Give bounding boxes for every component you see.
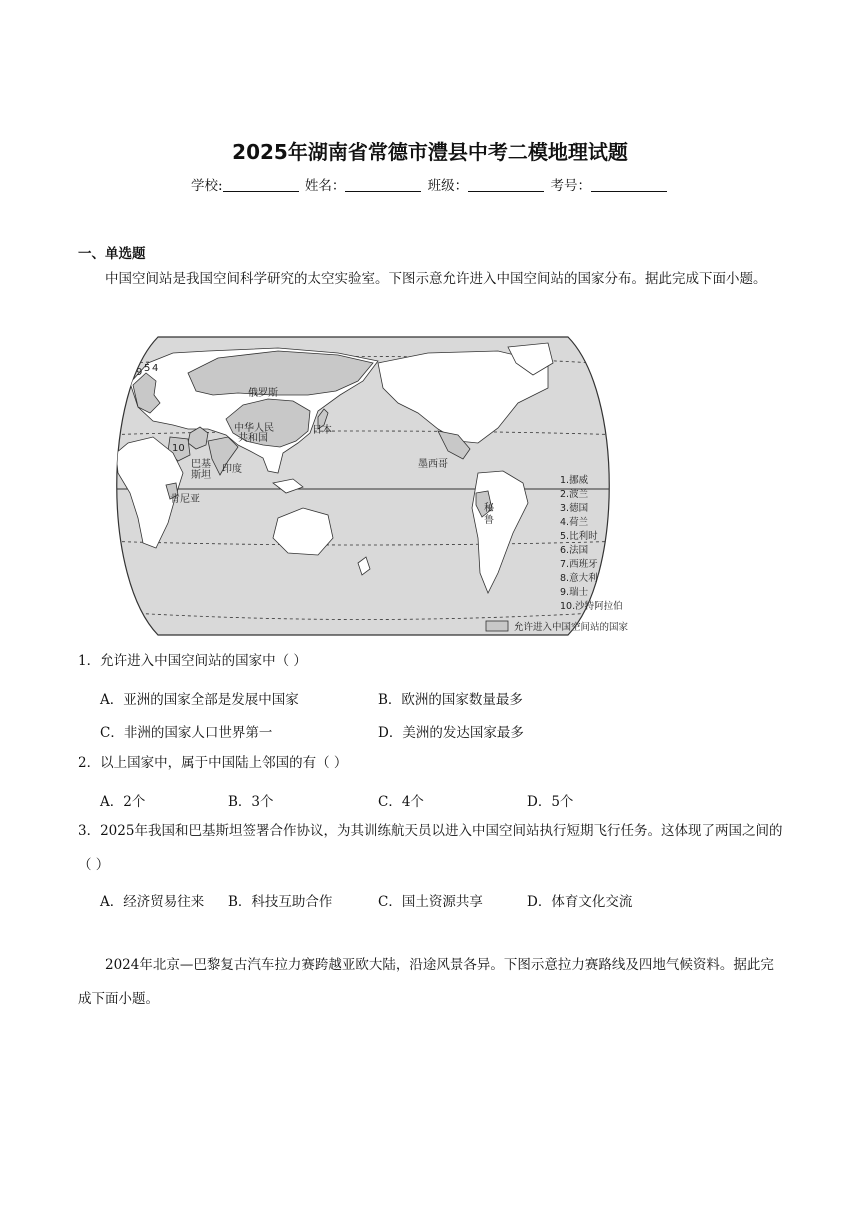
question-2-option-d[interactable]: D．5个 [527,794,574,810]
exam-title: 2025年湖南省常德市澧县中考二模地理试题 [232,140,628,164]
question-2-option-b[interactable]: B．3个 [228,794,274,810]
intro-paragraph-1: 中国空间站是我国空间科学研究的太空实验室。下图示意允许进入中国空间站的国家分布。据此完成下面小题。 [105,271,767,287]
question-1-option-a[interactable]: A．亚洲的国家全部是发展中国家 [100,692,299,708]
legend-box-label: 允许进入中国空间站的国家 [514,622,629,633]
label-japan: 日本 [312,425,332,436]
question-1-option-c[interactable]: C．非洲的国家人口世界第一 [100,725,273,741]
school-label: 学校: [191,178,223,194]
question-3-stem: 3．2025年我国和巴基斯坦签署合作协议，为其训练航天员以进入中国空间站执行短期飞行任务。这体现了两国之间的（ ） [78,823,783,873]
question-1-option-d[interactable]: D．美洲的发达国家最多 [378,725,524,741]
question-1-option-b[interactable]: B．欧洲的国家数量最多 [378,692,523,708]
legend-item: 1.挪威 [560,475,589,486]
legend-swatch [486,621,508,631]
class-blank[interactable] [468,177,544,192]
student-info-line [0,174,860,194]
legend-item: 4.荷兰 [560,517,589,528]
legend-item: 9.瑞士 [560,587,589,598]
class-label: 班级： [427,178,469,194]
label-num-10: 10 [172,443,185,454]
section-heading: 一、单选题 [78,246,146,262]
question-3-option-b[interactable]: B．科技互助合作 [228,894,333,910]
label-peru-2: 鲁 [484,515,494,526]
label-pakistan-1: 巴基 [191,459,211,470]
name-label: 姓名： [304,178,346,194]
label-china-1: 中华人民 [234,423,274,434]
label-num-4: 4 [152,363,159,374]
label-mexico: 墨西哥 [418,459,448,470]
legend-item: 3.德国 [560,503,589,514]
number-blank[interactable] [591,177,667,192]
question-2-stem: 2．以上国家中，属于中国陆上邻国的有（ ） [78,755,348,771]
intro-paragraph-2: 2024年北京—巴黎复古汽车拉力赛跨越亚欧大陆，沿途风景各异。下图示意拉力赛路线及四地气候资料。据此完成下面小题。 [78,957,774,1007]
label-peru-1: 秘 [484,503,494,514]
legend-item: 5.比利时 [560,531,598,542]
label-kenya: 肯尼亚 [170,494,200,505]
question-2-option-a[interactable]: A．2个 [100,794,146,810]
label-num-5: 5 [144,363,151,374]
legend-item: 2.波兰 [560,489,589,500]
legend-item: 10.沙特阿拉伯 [560,601,623,612]
label-russia: 俄罗斯 [248,388,278,399]
number-label: 考号： [550,178,591,194]
name-blank[interactable] [345,177,421,192]
question-1-stem: 1．允许进入中国空间站的国家中（ ） [78,653,307,669]
label-india: 印度 [222,464,242,475]
question-3-option-c[interactable]: C．国土资源共享 [378,894,483,910]
label-pakistan-2: 斯坦 [191,470,211,481]
school-blank[interactable] [223,177,299,192]
legend-item: 7.西班牙 [560,559,598,570]
legend-item: 6.法国 [560,545,589,556]
label-num-9: 9 [136,367,143,378]
world-map [78,333,648,639]
legend-item: 8.意大利 [560,573,598,584]
question-3-option-d[interactable]: D．体育文化交流 [527,894,633,910]
label-china-2: 共和国 [238,433,268,444]
question-3-option-a[interactable]: A．经济贸易往来 [100,894,205,910]
question-2-option-c[interactable]: C．4个 [378,794,424,810]
